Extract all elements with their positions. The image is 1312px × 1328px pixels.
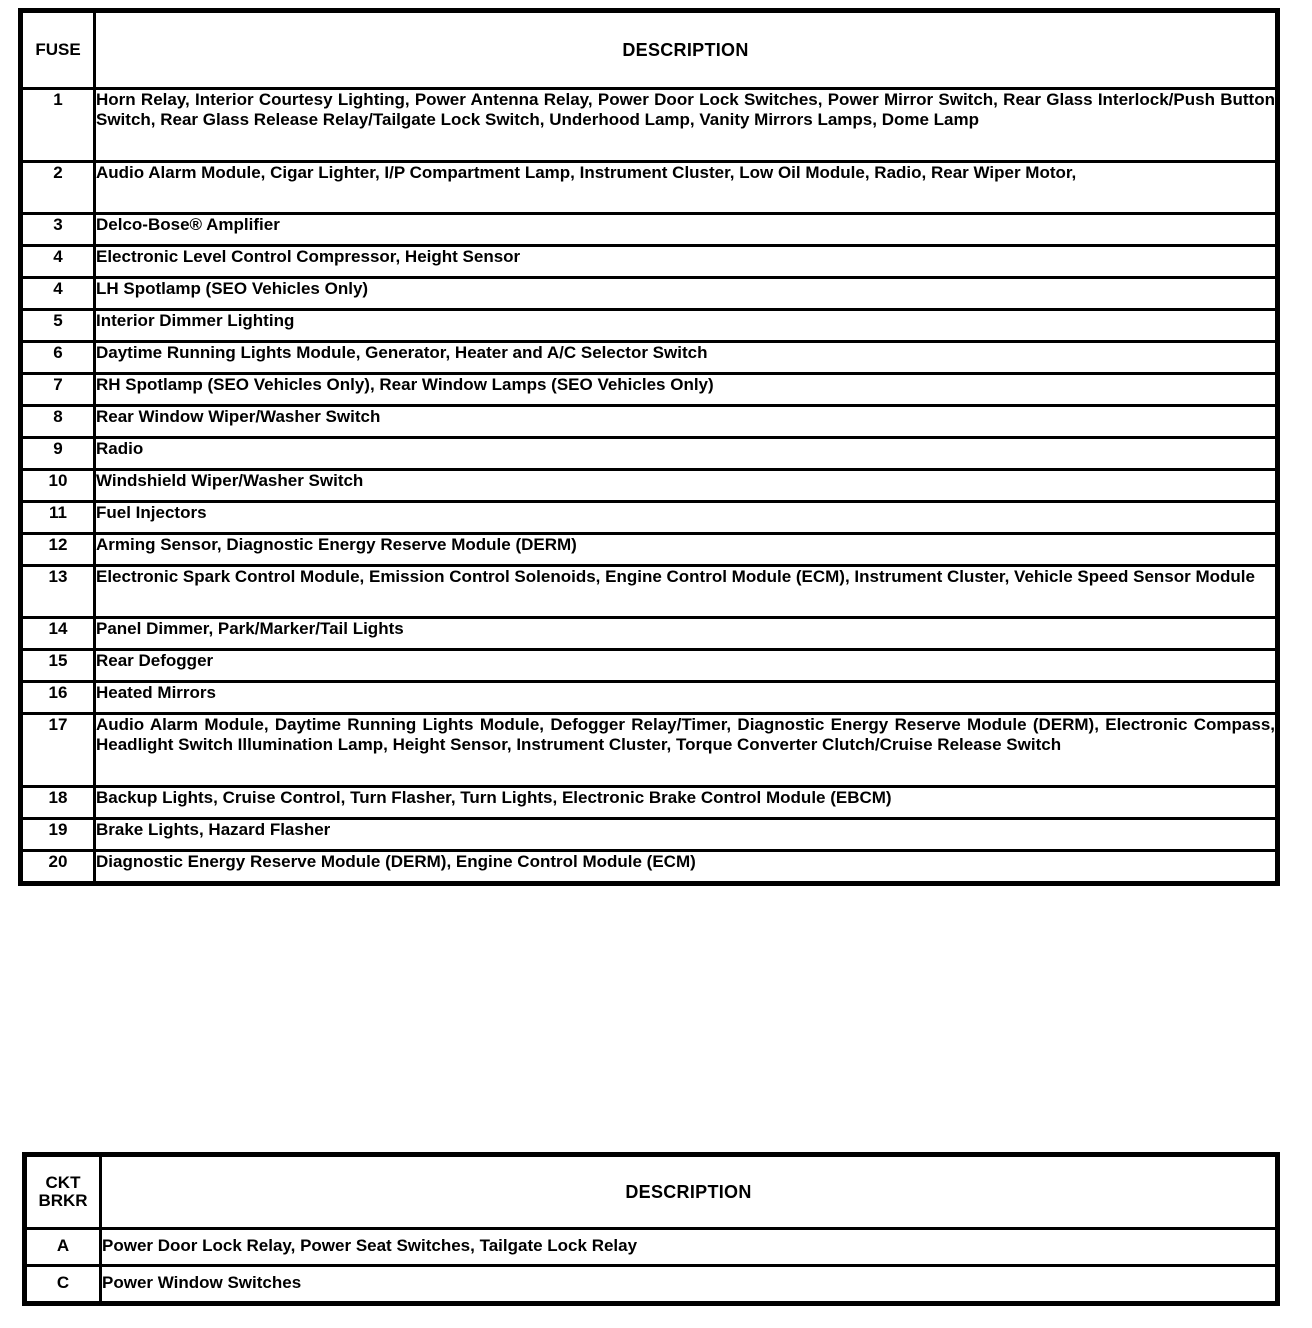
table-row <box>21 534 1278 566</box>
fuse-description: Rear Window Wiper/Washer Switch <box>95 406 1278 438</box>
fuse-column-header: FUSE <box>21 11 95 89</box>
ckt-header-line2: BRKR <box>38 1191 88 1210</box>
fuse-number: 6 <box>21 342 95 374</box>
table-row <box>21 342 1278 374</box>
fuse-description: Backup Lights, Cruise Control, Turn Flasher, Turn Lights, Electronic Brake Control Module (EBCM) <box>95 787 1278 819</box>
table-row <box>25 1266 1278 1304</box>
table-row <box>21 374 1278 406</box>
fuse-number: 12 <box>21 534 95 566</box>
fuse-description: RH Spotlamp (SEO Vehicles Only), Rear Window Lamps (SEO Vehicles Only) <box>95 374 1278 406</box>
fuse-description: Panel Dimmer, Park/Marker/Tail Lights <box>95 618 1278 650</box>
table-row <box>21 851 1278 884</box>
fuse-description: Rear Defogger <box>95 650 1278 682</box>
table-row <box>21 819 1278 851</box>
fuse-number: 11 <box>21 502 95 534</box>
fuse-number: 9 <box>21 438 95 470</box>
fuse-description: Radio <box>95 438 1278 470</box>
table-row <box>25 1229 1278 1266</box>
circuit-breaker-table <box>22 1152 1280 1306</box>
table-row <box>21 566 1278 618</box>
fuse-description: Electronic Level Control Compressor, Height Sensor <box>95 246 1278 278</box>
table-row <box>21 714 1278 787</box>
description-column-header: DESCRIPTION <box>101 1155 1278 1229</box>
breaker-description: Power Window Switches <box>101 1266 1278 1304</box>
fuse-number: 3 <box>21 214 95 246</box>
fuse-number: 1 <box>21 89 95 162</box>
fuse-number: 4 <box>21 278 95 310</box>
ckt-brkr-column-header <box>25 1155 101 1229</box>
table-row <box>21 406 1278 438</box>
fuse-number: 16 <box>21 682 95 714</box>
fuse-description: Brake Lights, Hazard Flasher <box>95 819 1278 851</box>
table-row <box>21 438 1278 470</box>
fuse-description: LH Spotlamp (SEO Vehicles Only) <box>95 278 1278 310</box>
breaker-id: C <box>25 1266 101 1304</box>
table-row <box>21 89 1278 162</box>
fuse-number: 2 <box>21 162 95 214</box>
table-row <box>21 618 1278 650</box>
table-row <box>21 787 1278 819</box>
fuse-number: 18 <box>21 787 95 819</box>
fuse-number: 17 <box>21 714 95 787</box>
fuse-description: Heated Mirrors <box>95 682 1278 714</box>
table-row <box>21 650 1278 682</box>
table-row <box>21 246 1278 278</box>
fuse-description: Daytime Running Lights Module, Generator, Heater and A/C Selector Switch <box>95 342 1278 374</box>
table-row <box>21 214 1278 246</box>
breaker-id: A <box>25 1229 101 1266</box>
fuse-table-header <box>21 11 1278 89</box>
fuse-number: 7 <box>21 374 95 406</box>
fuse-description: Fuel Injectors <box>95 502 1278 534</box>
fuse-number: 10 <box>21 470 95 502</box>
fuse-description: Windshield Wiper/Washer Switch <box>95 470 1278 502</box>
circuit-breaker-table-header <box>25 1155 1278 1229</box>
fuse-number: 14 <box>21 618 95 650</box>
table-row <box>21 162 1278 214</box>
fuse-number: 8 <box>21 406 95 438</box>
fuse-description: Interior Dimmer Lighting <box>95 310 1278 342</box>
fuse-description: Audio Alarm Module, Cigar Lighter, I/P Compartment Lamp, Instrument Cluster, Low Oil Module, Radio, Rear Wiper Motor, <box>95 162 1278 214</box>
fuse-description: Electronic Spark Control Module, Emission Control Solenoids, Engine Control Module (ECM), Instrument Cluster, Vehicle Speed Sensor Module <box>95 566 1278 618</box>
fuse-description: Horn Relay, Interior Courtesy Lighting, Power Antenna Relay, Power Door Lock Switches, Power Mirror Switch, Rear Glass Interlock/Push Button Switch, Rear Glass Release Relay/Tailgate Lock Switch, Underhood Lamp, Vanity Mirrors Lamps, Dome Lamp <box>95 89 1278 162</box>
table-row <box>21 310 1278 342</box>
fuse-number: 19 <box>21 819 95 851</box>
fuse-number: 5 <box>21 310 95 342</box>
fuse-table <box>18 8 1280 886</box>
table-row <box>21 682 1278 714</box>
fuse-number: 13 <box>21 566 95 618</box>
table-row <box>21 278 1278 310</box>
fuse-number: 15 <box>21 650 95 682</box>
description-column-header: DESCRIPTION <box>95 11 1278 89</box>
breaker-description: Power Door Lock Relay, Power Seat Switches, Tailgate Lock Relay <box>101 1229 1278 1266</box>
table-row <box>21 470 1278 502</box>
fuse-description: Audio Alarm Module, Daytime Running Lights Module, Defogger Relay/Timer, Diagnostic Energy Reserve Module (DERM), Electronic Compass, Headlight Switch Illumination Lamp, Height Sensor, Instrument Cluster, Torque Converter Clutch/Cruise Release Switch <box>95 714 1278 787</box>
table-row <box>21 502 1278 534</box>
fuse-description: Delco-Bose® Amplifier <box>95 214 1278 246</box>
fuse-number: 4 <box>21 246 95 278</box>
fuse-description: Arming Sensor, Diagnostic Energy Reserve Module (DERM) <box>95 534 1278 566</box>
ckt-header-line1: CKT <box>45 1173 81 1192</box>
fuse-description: Diagnostic Energy Reserve Module (DERM), Engine Control Module (ECM) <box>95 851 1278 884</box>
fuse-number: 20 <box>21 851 95 884</box>
